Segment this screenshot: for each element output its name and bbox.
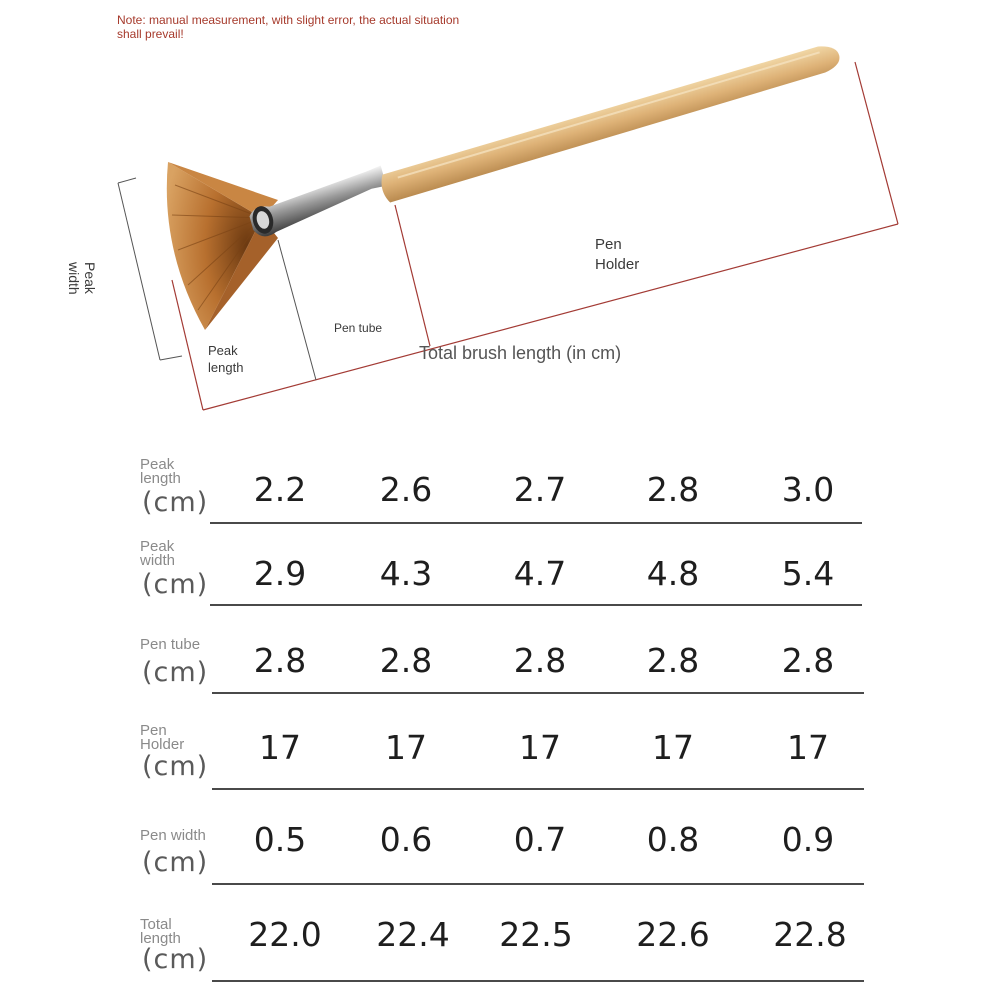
row-unit: (cm) <box>142 847 209 878</box>
pen-holder-label: Pen Holder <box>595 236 640 273</box>
row-divider <box>212 692 864 694</box>
table-cell: 2.8 <box>646 470 700 509</box>
row-divider <box>210 604 862 606</box>
table-cell: 22.6 <box>636 915 710 954</box>
row-label: Pen tube <box>140 636 201 653</box>
table-cell: 5.4 <box>781 554 835 593</box>
table-cell: 22.4 <box>376 915 450 954</box>
row-unit: (cm) <box>142 569 209 600</box>
table-cell: 17 <box>519 728 561 767</box>
table-cell: 4.8 <box>646 554 700 593</box>
row-label: Peak width <box>140 538 176 569</box>
pen-tube-label: Pen tube <box>334 321 383 335</box>
table-cell: 0.5 <box>253 820 307 859</box>
total-length-label: Total brush length (in cm) <box>419 343 622 363</box>
row-divider <box>210 522 862 524</box>
table-cell: 0.7 <box>513 820 567 859</box>
table-cell: 22.8 <box>773 915 847 954</box>
table-cell: 17 <box>259 728 301 767</box>
table-cell: 22.5 <box>499 915 573 954</box>
table-cell: 2.8 <box>781 641 835 680</box>
row-unit: (cm) <box>142 657 209 688</box>
row-unit: (cm) <box>142 944 209 975</box>
row-label: Pen width <box>140 827 206 844</box>
table-cell: 2.8 <box>513 641 567 680</box>
row-label: Peak length <box>140 456 181 487</box>
measurement-note: Note: manual measurement, with slight error, the actual situation shall prevail! <box>117 13 460 41</box>
table-cell: 2.7 <box>513 470 567 509</box>
table-cell: 2.8 <box>379 641 433 680</box>
peak-length-label: Peak length <box>208 343 244 375</box>
row-unit: (cm) <box>142 751 209 782</box>
table-cell: 2.8 <box>646 641 700 680</box>
row-divider <box>212 883 864 885</box>
table-cell: 0.8 <box>646 820 700 859</box>
table-cell: 17 <box>787 728 829 767</box>
table-cell: 22.0 <box>248 915 322 954</box>
table-cell: 2.2 <box>253 470 307 509</box>
table-cell: 2.6 <box>379 470 433 509</box>
row-divider <box>212 980 864 982</box>
table-cell: 17 <box>652 728 694 767</box>
table-cell: 0.9 <box>781 820 835 859</box>
table-cell: 0.6 <box>379 820 433 859</box>
table-cell: 2.8 <box>253 641 307 680</box>
table-cell: 17 <box>385 728 427 767</box>
row-unit: (cm) <box>142 487 209 518</box>
row-divider <box>212 788 864 790</box>
table-cell: 4.7 <box>513 554 567 593</box>
row-label: Pen Holder <box>140 722 185 753</box>
table-cell: 4.3 <box>379 554 433 593</box>
table-cell: 2.9 <box>253 554 307 593</box>
row-label: Total length <box>140 916 181 947</box>
table-cell: 3.0 <box>781 470 835 509</box>
peak-width-label: Peak width <box>66 262 98 295</box>
